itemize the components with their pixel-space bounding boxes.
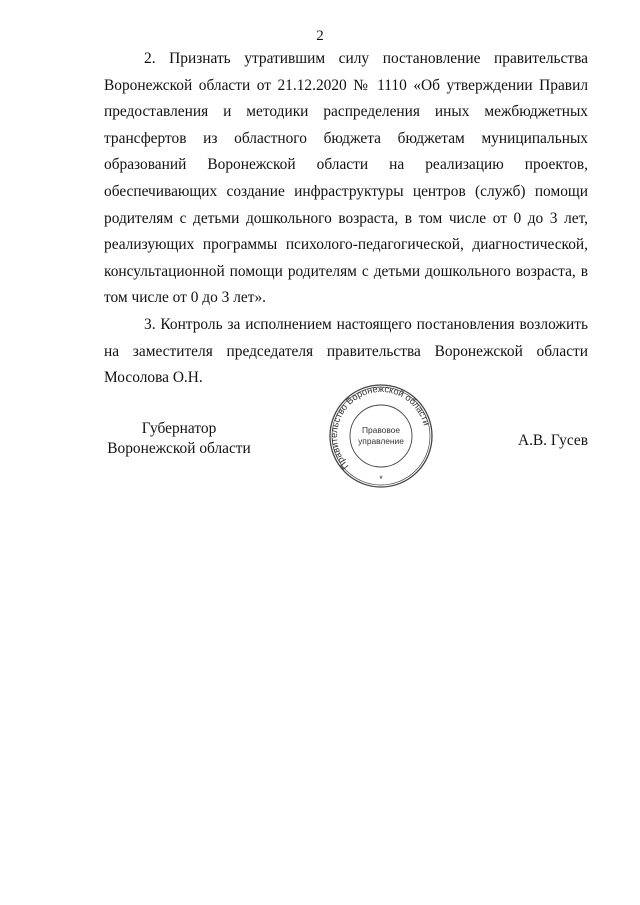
signatory-position — [104, 419, 254, 459]
signatory-name: А.В. Гусев — [517, 432, 588, 449]
stamp-star: * — [379, 474, 383, 484]
stamp-inner-line1: Правовое — [361, 425, 401, 435]
paragraph-2: 2. Признать утратившим силу постановление правительства Воронежской области от 21.12.2020 № 1110 «Об утверждении Правил предоставления и методики распределения иных межбюджетных трансфертов из областного бюджета бюджетам муниципальных образований Воронежской области на реализацию проектов, обеспечивающих создание инфраструктуры центров (служб) помощи родителям с детьми дошкольного возраста, в том числе от 0 до 3 лет, реализующих программы психолого-педагогической, диагностической, консультационной помощи родителям с детьми дошкольного возраста, в том числе от 0 до 3 лет». — [104, 50, 588, 307]
position-title: Губернатор — [141, 420, 217, 437]
official-stamp — [327, 382, 435, 490]
page-number: 2 — [316, 28, 324, 44]
stamp-seal — [327, 382, 435, 490]
document-body — [104, 46, 588, 392]
paragraph-3: 3. Контроль за исполнением настоящего постановления возложить на заместителя председателя правительства Воронежской области Мосолова О.Н. — [104, 315, 588, 387]
position-region: Воронежской области — [107, 440, 251, 457]
stamp-outer-text: Правительство Воронежской области — [328, 383, 432, 472]
stamp-inner-line2: управление — [358, 436, 404, 446]
